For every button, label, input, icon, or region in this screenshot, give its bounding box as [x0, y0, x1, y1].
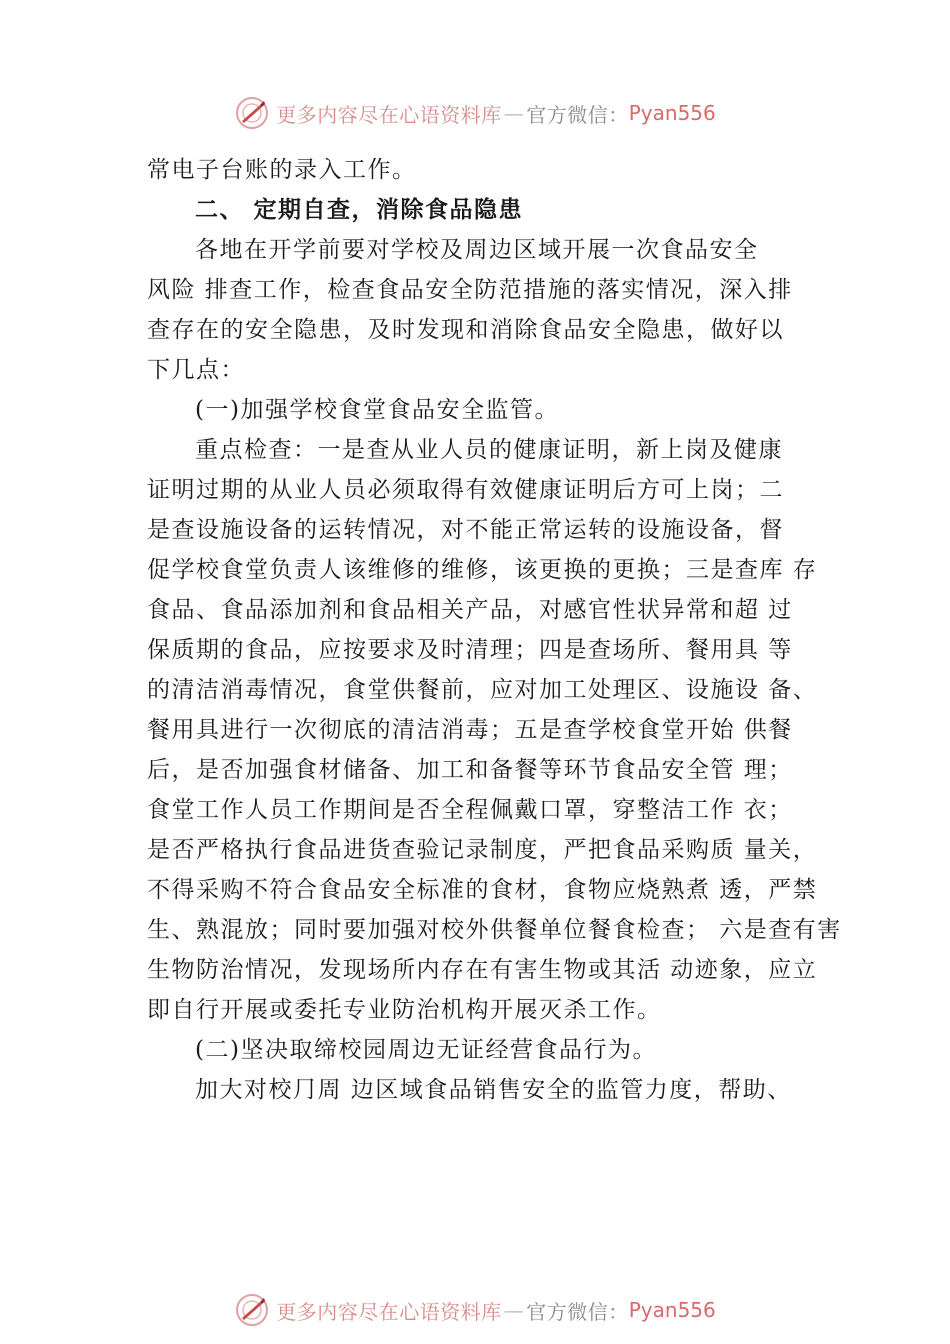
paragraph-line: 风险 排查工作，检查食品安全防范措施的落实情况，深入排: [147, 277, 793, 303]
paragraph-line: 餐用具进行一次彻底的清洁消毒；五是查学校食堂开始 供餐: [147, 717, 793, 743]
paragraph-line: 常电子台账的录入工作。: [147, 157, 417, 183]
footer-watermark: [0, 1290, 950, 1330]
paragraph-line: 是查设施设备的运转情况，对不能正常运转的设施设备，督: [147, 517, 784, 543]
paragraph-line: 即自行开展或委托专业防治机构开展灭杀工作。: [147, 997, 662, 1023]
watermark-separator: —: [503, 1298, 525, 1322]
paragraph-line: 生物防治情况，发现场所内存在有害生物或其活 动迹象，应立: [147, 957, 818, 983]
paragraph-line: 食堂工作人员工作期间是否全程佩戴口罩，穿整洁工作 衣；: [147, 797, 793, 823]
paragraph-line: 促学校食堂负责人该维修的维修，该更换的更换；三是查库 存: [147, 557, 818, 583]
paragraph-line: 是否严格执行食品进货查验记录制度，严把食品采购质 量关，: [147, 837, 818, 863]
paragraph-line: 重点检查：一是查从业人员的健康证明，新上岗及健康: [195, 437, 783, 463]
watermark-site-text: 更多内容尽在心语资料库: [276, 102, 502, 127]
watermark-site-text: 更多内容尽在心语资料库: [276, 1299, 502, 1324]
watermark-wechat-id: Pyan556: [628, 1298, 716, 1322]
watermark-label: 官方微信：: [526, 1299, 629, 1324]
subsection-heading: (二)坚决取缔校园周边无证经营食品行为。: [195, 1037, 657, 1063]
paragraph-line: 后，是否加强食材储备、加工和备餐等环节食品安全管 理；: [147, 757, 793, 783]
paragraph-line: 加大对校⺆周 边区域食品销售安全的监管力度，帮助、: [195, 1077, 792, 1103]
watermark-wechat-id: Pyan556: [628, 101, 716, 125]
document-body: [147, 150, 842, 1110]
paragraph-line: 证明过期的从业人员必须取得有效健康证明后方可上岗；二: [147, 477, 784, 503]
watermark-separator: —: [503, 101, 525, 125]
watermark-label: 官方微信：: [526, 102, 629, 127]
paragraph-line: 查存在的安全隐患，及时发现和消除食品安全隐患，做好以: [147, 317, 784, 343]
logo-icon: [234, 95, 270, 131]
paragraph-line: 下几点：: [147, 357, 245, 383]
section-heading: 二、 定期自查，消除食品隐患: [195, 197, 524, 223]
header-watermark: [0, 93, 950, 133]
paragraph-line: 各地在开学前要对学校及周边区域开展一次食品安全: [195, 237, 759, 263]
paragraph-line: 的清洁消毒情况，食堂供餐前，应对加工处理区、设施设 备、: [147, 677, 818, 703]
paragraph-line: 生、熟混放；同时要加强对校外供餐单位餐食检查； 六是查有害: [147, 917, 842, 943]
logo-icon: [234, 1292, 270, 1328]
paragraph-line: 不得采购不符合食品安全标准的食材，食物应烧熟煮 透，严禁: [147, 877, 818, 903]
paragraph-line: 食品、食品添加剂和食品相关产品，对感官性状异常和超 过: [147, 597, 793, 623]
subsection-heading: (一)加强学校食堂食品安全监管。: [195, 397, 559, 423]
paragraph-line: 保质期的食品，应按要求及时清理；四是查场所、餐用具 等: [147, 637, 793, 663]
